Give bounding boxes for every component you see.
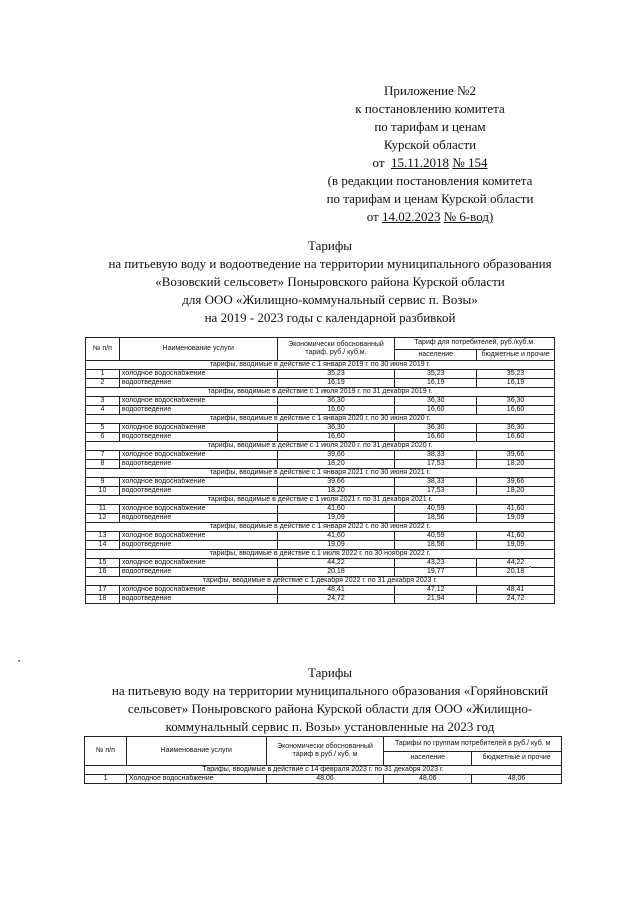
t1-row-other: 16,60 [477,406,555,415]
t1-row-population: 38,33 [395,478,477,487]
t1-row-name: холодное водоснабжение [119,424,277,433]
t1-section-row [86,523,555,532]
t1-row-econ: 39,66 [277,478,395,487]
appendix-line7: по тарифам и ценам Курской области [326,191,534,206]
t1-section-title: тарифы, вводимые в действие с 1 июля 2022 г. по 30 ноября 2022 г. [86,550,555,559]
t1-data-row [86,370,555,379]
t2-header-population: население [384,751,472,766]
t1-section-row [86,577,555,586]
t1-section-title: тарифы, вводимые в действие с 1 января 2020 г. по 30 июня 2020 г. [86,415,555,424]
appendix-block [300,82,560,226]
t1-section-row [86,388,555,397]
title1-line3: для ООО «Жилищно-коммунальный сервис п. Возы» [182,292,478,307]
t1-row-num: 1 [86,370,120,379]
t1-row-other: 44,22 [477,559,555,568]
scan-speck [529,566,531,568]
t1-row-population: 36,30 [395,397,477,406]
t1-data-row [86,406,555,415]
t1-section-row [86,415,555,424]
t1-data-row [86,568,555,577]
t1-row-econ: 24,72 [277,595,395,604]
t1-row-other: 19,09 [477,541,555,550]
t1-row-other: 41,60 [477,532,555,541]
t1-row-num: 5 [86,424,120,433]
appendix-line2: к постановлению комитета [355,101,505,116]
appendix-line6: (в редакции постановления комитета [327,173,533,188]
t1-row-population: 16,60 [395,406,477,415]
t1-row-name: холодное водоснабжение [119,532,277,541]
t1-data-row [86,595,555,604]
t1-section-title: тарифы, вводимые в действие с 1 июля 2019 г. по 31 декабря 2019 г. [86,388,555,397]
appendix-line4: Курской области [383,137,477,152]
t1-row-name: холодное водоснабжение [119,397,277,406]
t1-row-other: 16,19 [477,379,555,388]
t1-row-name: холодное водоснабжение [119,370,277,379]
t1-row-other: 19,09 [477,514,555,523]
t2-header-consumers: Тарифы по группам потребителей в руб./ куб. м [384,737,562,752]
title2-block [60,664,600,736]
t1-header-econ: Экономически обоснованный тариф, руб./ куб.м. [277,338,395,361]
t1-row-name: водоотведение [119,487,277,496]
t1-row-econ: 16,60 [277,433,395,442]
t1-row-econ: 18,20 [277,487,395,496]
t1-data-row [86,460,555,469]
t1-header-population: население [395,349,477,361]
t1-row-econ: 18,20 [277,460,395,469]
t1-row-num: 18 [86,595,120,604]
t1-row-econ: 19,09 [277,541,395,550]
appendix-line5 [300,154,560,172]
t2-row-num: 1 [85,775,127,784]
t1-row-other: 24,72 [477,595,555,604]
t1-row-name: холодное водоснабжение [119,451,277,460]
title1-line2: «Возовский сельсовет» Поныровского района Курской области [155,274,505,289]
t1-row-population: 16,60 [395,433,477,442]
t1-data-row [86,505,555,514]
title1-line1: на питьевую воду и водоотведение на территории муниципального образования [108,256,552,271]
appendix-line8 [300,208,560,226]
t1-row-other: 36,30 [477,397,555,406]
t1-row-other: 48,41 [477,586,555,595]
t1-row-name: водоотведение [119,568,277,577]
t1-row-name: холодное водоснабжение [119,559,277,568]
appendix-line8-date: 14.02.2023 [381,209,441,224]
t2-header-econ: Экономически обоснованный тариф в руб./ куб. м [266,737,384,766]
t1-row-num: 16 [86,568,120,577]
t1-row-econ: 20,18 [277,568,395,577]
t2-row-population: 48,06 [384,775,472,784]
t1-row-num: 10 [86,487,120,496]
appendix-line3: по тарифам и ценам [374,119,486,134]
t1-data-row [86,379,555,388]
t1-section-row [86,496,555,505]
t1-row-num: 11 [86,505,120,514]
t1-row-econ: 48,41 [277,586,395,595]
tariff-table-1 [85,337,555,604]
t1-section-title: тарифы, вводимые в действие с 1 июля 2020 г. по 31 декабря 2020 г. [86,442,555,451]
t1-row-name: водоотведение [119,379,277,388]
appendix-line5-date: 15.11.2018 [391,155,450,170]
appendix-line5-number: № 154 [452,155,488,170]
t1-data-row [86,541,555,550]
t2-data-row [85,775,562,784]
t1-row-name: водоотведение [119,460,277,469]
t1-row-population: 40,59 [395,532,477,541]
t1-row-other: 18,20 [477,487,555,496]
t1-row-econ: 16,19 [277,379,395,388]
title1-block [70,237,590,327]
t1-row-other: 41,60 [477,505,555,514]
t1-row-population: 18,56 [395,514,477,523]
t2-header-name: Наименование услуги [126,737,266,766]
t2-header-other: бюджетные и прочие [472,751,562,766]
t1-row-econ: 41,60 [277,532,395,541]
t1-row-name: холодное водоснабжение [119,505,277,514]
t1-row-population: 18,56 [395,541,477,550]
t1-data-row [86,532,555,541]
t1-row-population: 16,19 [395,379,477,388]
t1-section-title: тарифы, вводимые в действие с 1 января 2022 г. по 30 июня 2022 г. [86,523,555,532]
t1-row-name: водоотведение [119,514,277,523]
t1-row-num: 12 [86,514,120,523]
t1-row-population: 17,53 [395,460,477,469]
t1-row-econ: 36,30 [277,397,395,406]
t1-row-population: 38,33 [395,451,477,460]
appendix-line5-prefix: от [372,155,385,170]
t1-row-other: 35,23 [477,370,555,379]
t1-row-name: водоотведение [119,541,277,550]
t1-section-title: тарифы, вводимые в действие с 1 декабря 2022 г. по 31 декабря 2023 г. [86,577,555,586]
t1-row-num: 2 [86,379,120,388]
t1-row-population: 17,53 [395,487,477,496]
t2-section-row [85,766,562,775]
t1-data-row [86,478,555,487]
appendix-line1: Приложение №2 [384,83,476,98]
t1-row-name: водоотведение [119,406,277,415]
t1-row-name: холодное водоснабжение [119,586,277,595]
t1-row-econ: 39,66 [277,451,395,460]
t1-row-other: 16,60 [477,433,555,442]
t1-row-num: 13 [86,532,120,541]
t1-data-row [86,451,555,460]
t1-data-row [86,487,555,496]
t1-header-name: Наименование услуги [119,338,277,361]
title2-heading: Тарифы [307,665,352,680]
t1-row-econ: 16,60 [277,406,395,415]
t1-header-consumers: Тариф для потребителей, руб./куб.м. [395,338,555,350]
t1-row-other: 39,66 [477,478,555,487]
t1-row-population: 19,77 [395,568,477,577]
t1-header-num: № п/п [86,338,120,361]
t1-row-econ: 19,09 [277,514,395,523]
t2-row-name: Холодное водоснабжение [126,775,266,784]
t1-row-num: 3 [86,397,120,406]
t1-section-row [86,442,555,451]
t1-data-row [86,433,555,442]
tariff-table-2 [84,736,562,784]
t1-section-row [86,361,555,370]
title2-line1: на питьевую воду на территории муниципального образования «Горяйновский [111,683,549,698]
t1-row-num: 6 [86,433,120,442]
t1-data-row [86,514,555,523]
t1-row-name: водоотведение [119,595,277,604]
title1-heading: Тарифы [307,238,352,253]
t1-row-population: 35,23 [395,370,477,379]
title2-line2: сельсовет» Поныровского района Курской области для ООО «Жилищно- [127,701,533,716]
t1-row-population: 36,30 [395,424,477,433]
t1-row-name: водоотведение [119,433,277,442]
t1-section-title: тарифы, вводимые в действие с 1 января 2021 г. по 30 июня 2021 г. [86,469,555,478]
t1-row-num: 7 [86,451,120,460]
t1-row-econ: 36,30 [277,424,395,433]
t1-row-other: 20,18 [477,568,555,577]
t2-section-title: Тарифы, вводимые в действие с 14 февраля 2023 г. по 31 декабря 2023 г. [85,766,562,775]
t1-data-row [86,424,555,433]
t2-header-num: № п/п [85,737,127,766]
t1-row-num: 14 [86,541,120,550]
scan-speck [18,660,20,662]
t1-row-other: 39,66 [477,451,555,460]
t1-row-population: 40,59 [395,505,477,514]
t1-header-other: бюджетные и прочие [477,349,555,361]
t1-row-econ: 35,23 [277,370,395,379]
t1-section-title: тарифы, вводимые в действие с 1 июля 2021 г. по 31 декабря 2021 г. [86,496,555,505]
t2-row-econ: 48,06 [266,775,384,784]
t1-data-row [86,586,555,595]
t1-row-num: 15 [86,559,120,568]
t1-row-econ: 41,60 [277,505,395,514]
t1-row-econ: 44,22 [277,559,395,568]
t1-row-num: 8 [86,460,120,469]
title2-line3: коммунальный сервис п. Возы» установленные на 2023 год [165,719,495,734]
t1-row-num: 4 [86,406,120,415]
t1-row-population: 43,23 [395,559,477,568]
t1-body [86,361,555,604]
t2-row-other: 48,06 [472,775,562,784]
t1-row-name: холодное водоснабжение [119,478,277,487]
t1-data-row [86,559,555,568]
appendix-line8-number: № 6-вод) [443,209,494,224]
t1-row-other: 18,20 [477,460,555,469]
t1-data-row [86,397,555,406]
t1-row-population: 47,12 [395,586,477,595]
t1-row-num: 17 [86,586,120,595]
t1-row-num: 9 [86,478,120,487]
t1-section-row [86,469,555,478]
title1-line4: на 2019 - 2023 годы с календарной разбивкой [204,310,456,325]
t1-row-other: 36,30 [477,424,555,433]
t1-row-population: 21,94 [395,595,477,604]
appendix-line8-prefix: от [366,209,379,224]
t1-section-row [86,550,555,559]
t1-section-title: тарифы, вводимые в действие с 1 января 2019 г. по 30 июня 2019 г. [86,361,555,370]
